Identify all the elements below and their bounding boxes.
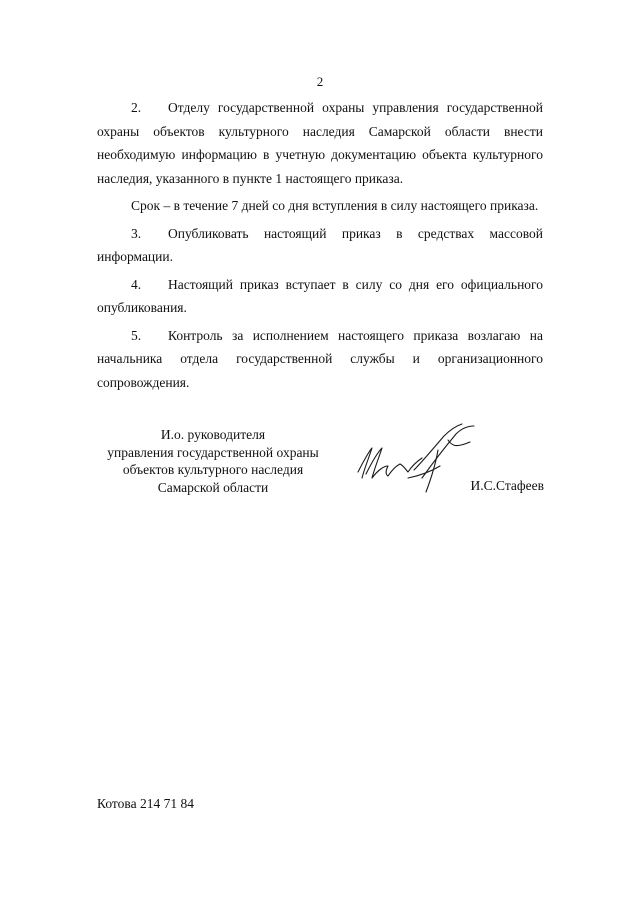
order-body bbox=[97, 96, 543, 394]
signatory-title bbox=[97, 426, 329, 496]
paragraph-number: 2. bbox=[131, 100, 142, 115]
signatory-position: И.о. руководителя bbox=[160, 427, 266, 442]
paragraph-text: Срок – в течение 7 дней со дня вступления в силу настоящего приказа. bbox=[131, 198, 539, 213]
executor-contact: Котова 214 71 84 bbox=[97, 796, 194, 811]
signatory-organization-line: управления государственной охраны bbox=[107, 444, 319, 460]
paragraph-number: 3. bbox=[131, 225, 142, 241]
signer-name: И.С.Стафеев bbox=[470, 478, 544, 493]
paragraph-deadline bbox=[97, 194, 543, 218]
paragraph-number: 4. bbox=[131, 276, 142, 292]
paragraph-5 bbox=[97, 324, 543, 395]
signatory-region: Самарской области bbox=[157, 479, 269, 495]
paragraph-text: Контроль за исполнением настоящего приказа возлагаю на начальника отдела государственной службы и организационного сопровождения. bbox=[97, 327, 543, 390]
paragraph-text: Настоящий приказ вступает в силу со дня его официального опубликования. bbox=[97, 276, 543, 315]
paragraph-2 bbox=[97, 96, 543, 190]
paragraph-text: Отделу государственной охраны управления государственной охраны объектов культурного наследия Самарской области внести необходимую информацию в учетную документацию объекта культурного наследия, указанного в пункте 1 настоящего приказа. bbox=[97, 100, 543, 186]
page-number: 2 bbox=[316, 74, 324, 89]
paragraph-number: 5. bbox=[131, 327, 142, 343]
paragraph-4 bbox=[97, 273, 543, 320]
paragraph-3 bbox=[97, 222, 543, 269]
paragraph-text: Опубликовать настоящий приказ в средствах массовой информации. bbox=[97, 225, 543, 264]
signatory-organization-line: объектов культурного наследия bbox=[122, 462, 304, 477]
